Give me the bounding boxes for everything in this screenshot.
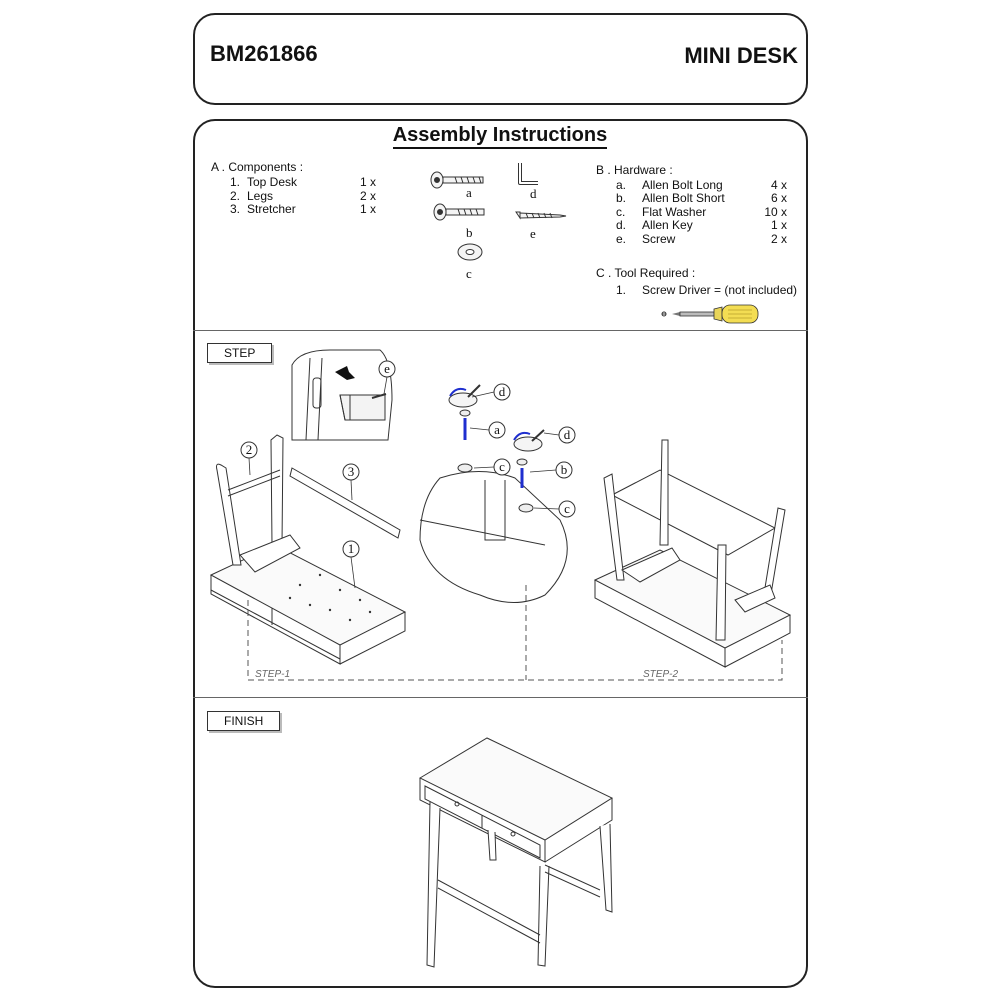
product-name: MINI DESK (684, 43, 798, 68)
component-qty: 1 x (360, 202, 377, 216)
callout-e: e (384, 361, 390, 376)
hardware-name: Allen Bolt Long (642, 178, 723, 192)
hardware-letter: e. (616, 232, 627, 246)
component-qty: 2 x (360, 189, 377, 203)
tools-heading: C . Tool Required : (596, 266, 696, 280)
hardware-qty: 1 x (770, 218, 787, 232)
hardware-name: Flat Washer (642, 205, 707, 219)
hardware-heading: B . Hardware : (596, 163, 673, 177)
step-label: STEP (207, 343, 272, 363)
component-num: 3. (230, 202, 241, 216)
component-name: Legs (247, 189, 274, 203)
tool-num: 1. (616, 283, 627, 297)
callout-2: 2 (245, 442, 253, 457)
callout-a: a (494, 422, 500, 437)
component-num: 1. (230, 175, 241, 189)
callout-c: c (499, 459, 505, 474)
components-heading: A . Components : (211, 160, 304, 174)
callout-c: c (564, 501, 570, 516)
callout-d: d (498, 384, 506, 399)
finish-label: FINISH (207, 711, 280, 731)
hardware-name: Allen Key (642, 218, 693, 232)
hardware-letter: d. (616, 218, 627, 232)
step-1-label: STEP-1 (255, 669, 291, 680)
hardware-name: Allen Bolt Short (642, 191, 725, 205)
hardware-label-d: d (530, 186, 537, 201)
hardware-qty: 10 x (764, 205, 787, 219)
hardware-label-c: c (466, 266, 472, 281)
callout-1: 1 (347, 541, 355, 556)
hardware-qty: 6 x (770, 191, 787, 205)
product-sku: BM261866 (210, 41, 318, 66)
page-title: Assembly Instructions (0, 124, 1000, 147)
callout-b: b (560, 462, 568, 477)
component-name: Top Desk (247, 175, 298, 189)
hardware-qty: 4 x (770, 178, 787, 192)
hardware-label-b: b (466, 225, 473, 240)
hardware-label-e: e (530, 226, 536, 241)
component-name: Stretcher (247, 202, 296, 216)
hardware-letter: a. (616, 178, 627, 192)
hardware-letter: b. (616, 191, 627, 205)
tool-name: Screw Driver = (not included) (642, 283, 798, 297)
hardware-letter: c. (616, 205, 626, 219)
callout-d: d (563, 427, 571, 442)
hardware-label-a: a (466, 185, 472, 200)
callout-3: 3 (347, 464, 355, 479)
step-2-label: STEP-2 (643, 669, 679, 680)
hardware-qty: 2 x (770, 232, 787, 246)
component-num: 2. (230, 189, 241, 203)
hardware-name: Screw (642, 232, 676, 246)
component-qty: 1 x (360, 175, 377, 189)
